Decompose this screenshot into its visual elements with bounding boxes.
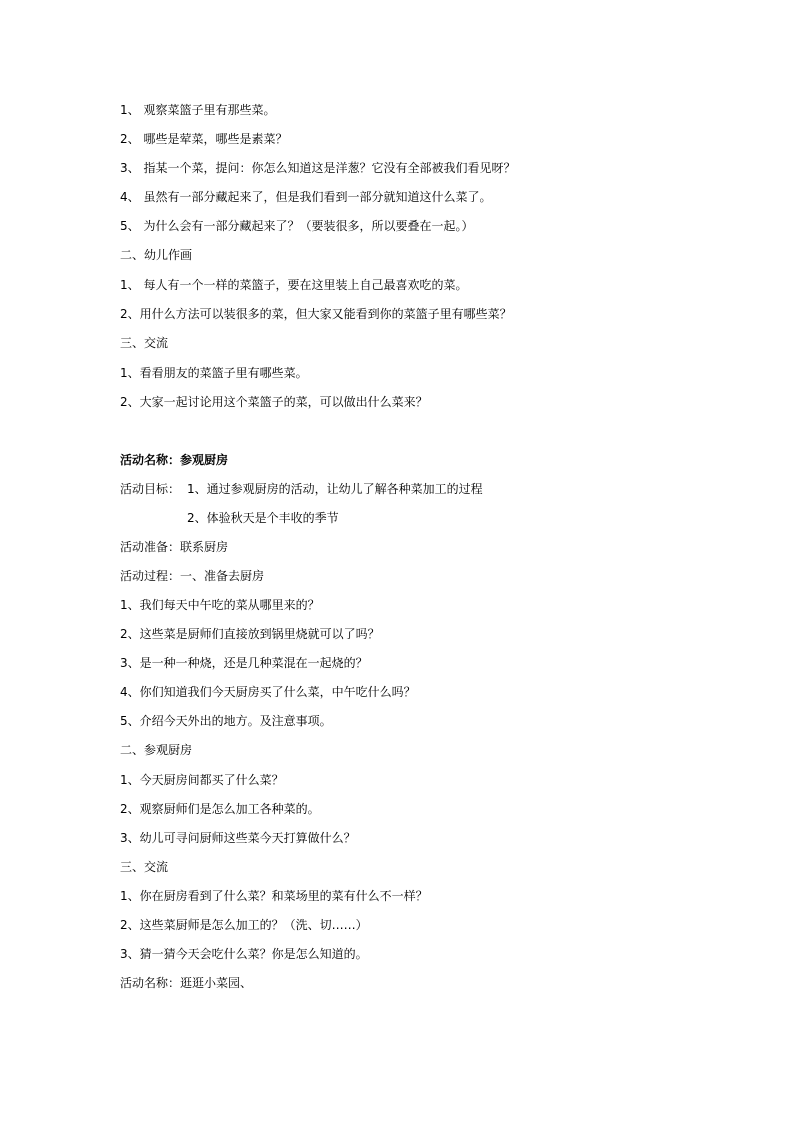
goal-label: 活动目标： (120, 482, 181, 496)
goal-item: 2、体验秋天是个丰收的季节 (187, 511, 339, 525)
list-item: 2、观察厨师们是怎么加工各种菜的。 (120, 802, 320, 816)
list-item: 2、 哪些是荤菜，哪些是素菜？ (120, 132, 288, 146)
list-item: 5、介绍今天外出的地方。及注意事项。 (120, 714, 332, 728)
list-item: 2、用什么方法可以装很多的菜，但大家又能看到你的菜篮子里有哪些菜？ (120, 307, 512, 321)
section-heading: 二、幼儿作画 (120, 248, 193, 262)
list-item: 1、我们每天中午吃的菜从哪里来的？ (120, 598, 320, 612)
list-item: 3、是一种一种烧，还是几种菜混在一起烧的？ (120, 656, 368, 670)
list-item: 1、今天厨房间都买了什么菜？ (120, 773, 284, 787)
list-item: 3、 指某一个菜，提问：你怎么知道这是洋葱？它没有全部被我们看见呀？ (120, 161, 516, 175)
section-heading: 二、参观厨房 (120, 743, 193, 757)
goal-item: 1、通过参观厨房的活动，让幼儿了解各种菜加工的过程 (187, 482, 483, 496)
list-item: 1、你在厨房看到了什么菜？和菜场里的菜有什么不一样？ (120, 889, 428, 903)
list-item: 5、 为什么会有一部分藏起来了？（要装很多，所以要叠在一起。） (120, 219, 474, 233)
list-item: 1、看看朋友的菜篮子里有哪些菜。 (120, 366, 308, 380)
section-heading: 三、交流 (120, 336, 169, 350)
activity-process: 活动过程：一、准备去厨房 (120, 569, 265, 583)
list-item: 2、大家一起讨论用这个菜篮子的菜，可以做出什么菜来？ (120, 395, 428, 409)
list-item: 4、 虽然有一部分藏起来了，但是我们看到一部分就知道这什么菜了。 (120, 190, 492, 204)
section-heading: 三、交流 (120, 860, 169, 874)
list-item: 2、这些菜厨师是怎么加工的？（洗、切……） (120, 918, 368, 932)
activity-prep: 活动准备：联系厨房 (120, 540, 229, 554)
list-item: 1、 观察菜篮子里有那些菜。 (120, 103, 276, 117)
list-item: 3、猜一猜今天会吃什么菜？你是怎么知道的。 (120, 947, 368, 961)
activity-title: 活动名称：参观厨房 (120, 453, 229, 467)
list-item: 2、这些菜是厨师们直接放到锅里烧就可以了吗？ (120, 627, 380, 641)
activity-title: 活动名称：逛逛小菜园、 (120, 976, 253, 990)
list-item: 3、幼儿可寻问厨师这些菜今天打算做什么？ (120, 831, 356, 845)
list-item: 4、你们知道我们今天厨房买了什么菜，中午吃什么吗？ (120, 685, 416, 699)
list-item: 1、 每人有一个一样的菜篮子，要在这里装上自己最喜欢吃的菜。 (120, 278, 468, 292)
